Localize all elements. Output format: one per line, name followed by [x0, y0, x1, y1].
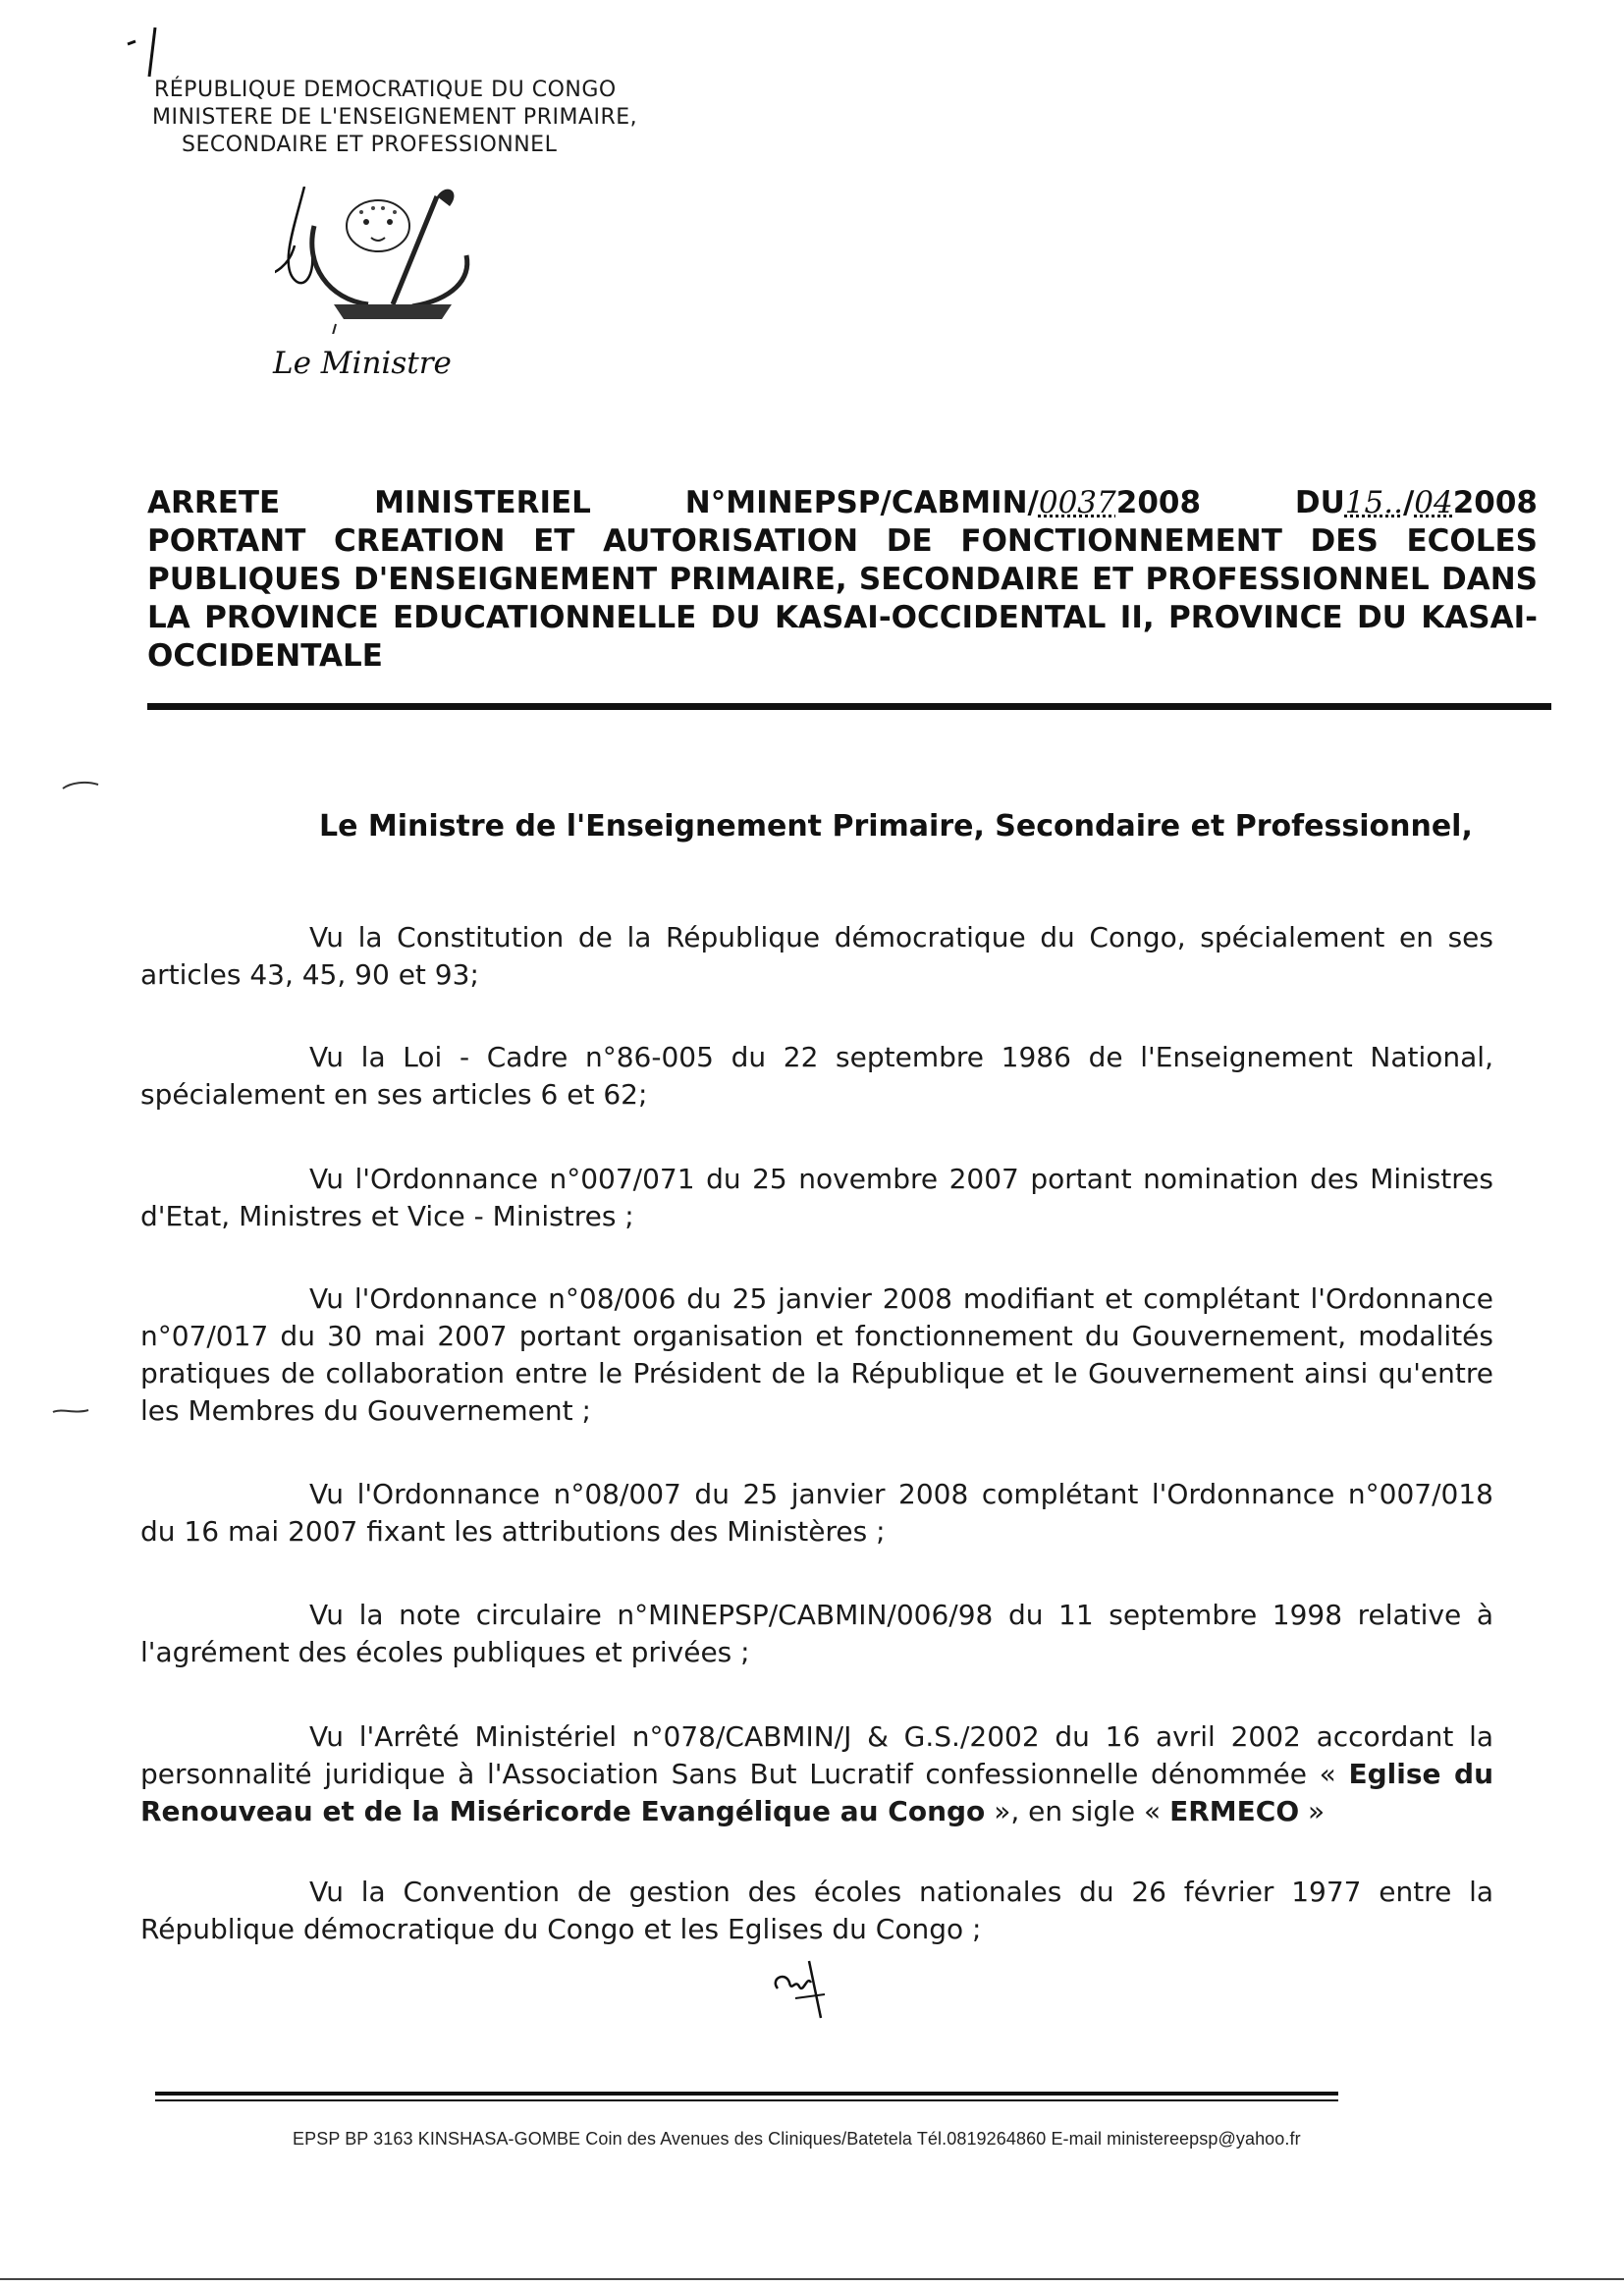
ref-word-ministeriel: MINISTERIEL — [374, 485, 591, 520]
decree-title-line-4: LA PROVINCE EDUCATIONNELLE DU KASAI-OCCIDENTAL II, PROVINCE DU KASAI- — [147, 600, 1538, 635]
ref-day-handwritten: 15.. — [1344, 485, 1403, 520]
association-name: Eglise du Renouveau et de la Miséricorde Evangélique au Congo — [140, 1758, 1494, 1827]
minister-title: Le Ministre — [273, 346, 452, 381]
ref-number-handwritten: 0037 — [1038, 485, 1116, 520]
association-acronym: ERMECO — [1169, 1795, 1300, 1827]
handwritten-mark — [118, 20, 177, 79]
consideration-6: Vu la note circulaire n°MINEPSP/CABMIN/006/98 du 11 septembre 1998 relative à l'agrément des écoles publiques et privées ; — [140, 1599, 1493, 1668]
coat-of-arms-icon — [275, 187, 530, 334]
consideration-2: Vu la Loi - Cadre n°86-005 du 22 septembre 1986 de l'Enseignement National, spécialement en ses articles 6 et 62; — [140, 1041, 1493, 1111]
title-divider — [147, 703, 1551, 710]
ref-number: N°MINEPSP/CABMIN/00372008 — [684, 485, 1202, 520]
consideration-8: Vu la Convention de gestion des écoles nationales du 26 février 1977 entre la République démocratique du Congo et les Eglises du Congo ; — [140, 1876, 1493, 1945]
preamble: Le Ministre de l'Enseignement Primaire, Secondaire et Professionnel, — [319, 809, 1473, 844]
decree-title-line-2: PORTANT CREATION ET AUTORISATION DE FONCTIONNEMENT DES ECOLES — [147, 523, 1538, 559]
footer-divider-thin — [155, 2099, 1338, 2101]
letterhead — [152, 77, 702, 159]
initials-signature — [766, 1949, 844, 2028]
consideration-3: Vu l'Ordonnance n°007/071 du 25 novembre 2007 portant nomination des Ministres d'Etat, Ministres et Vice - Ministres ; — [140, 1163, 1493, 1232]
letterhead-ministry-cont: SECONDAIRE ET PROFESSIONNEL — [182, 133, 558, 157]
footer-divider — [155, 2092, 1338, 2096]
ref-month-handwritten: 04 — [1414, 485, 1453, 520]
consideration-5: Vu l'Ordonnance n°08/007 du 25 janvier 2008 complétant l'Ordonnance n°007/018 du 16 mai 2007 fixant les attributions des Ministères ; — [140, 1478, 1493, 1548]
ref-word-arrete: ARRETE — [147, 485, 281, 520]
consideration-1: Vu la Constitution de la République démocratique du Congo, spécialement en ses articles 43, 45, 90 et 93; — [140, 921, 1493, 991]
decree-title-line-3: PUBLIQUES D'ENSEIGNEMENT PRIMAIRE, SECONDAIRE ET PROFESSIONNEL DANS — [147, 562, 1538, 597]
decree-reference-line — [147, 484, 1538, 522]
margin-mark — [51, 1406, 90, 1416]
decree-title-line-5: OCCIDENTALE — [147, 638, 383, 674]
margin-mark — [61, 781, 100, 790]
consideration-7: Vu l'Arrêté Ministériel n°078/CABMIN/J & G.S./2002 du 16 avril 2002 accordant la personnalité juridique à l'Association Sans But Lucratif confessionnelle dénommée « Eglise du Renouveau et de la Miséricorde Evangélique au Congo », en sigle « ERMECO » — [140, 1720, 1494, 1827]
footer-address: EPSP BP 3163 KINSHASA-GOMBE Coin des Avenues des Cliniques/Batetela Tél.0819264860 E-mail ministereepsp@yahoo.fr — [293, 2129, 1301, 2149]
consideration-4: Vu l'Ordonnance n°08/006 du 25 janvier 2008 modifiant et complétant l'Ordonnance n°07/017 du 30 mai 2007 portant organisation et fonctionnement du Gouvernement, modalités pratiques de collaboration entre le Président de la République et le Gouvernement ainsi qu'entre les Membres du Gouvernement ; — [140, 1282, 1493, 1427]
letterhead-country: RÉPUBLIQUE DEMOCRATIQUE DU CONGO — [154, 78, 617, 102]
letterhead-ministry: MINISTERE DE L'ENSEIGNEMENT PRIMAIRE, — [152, 105, 638, 130]
decree-title — [147, 484, 1542, 676]
ref-date: DU15../042008 — [1294, 485, 1538, 520]
scan-edge — [0, 2278, 1624, 2280]
